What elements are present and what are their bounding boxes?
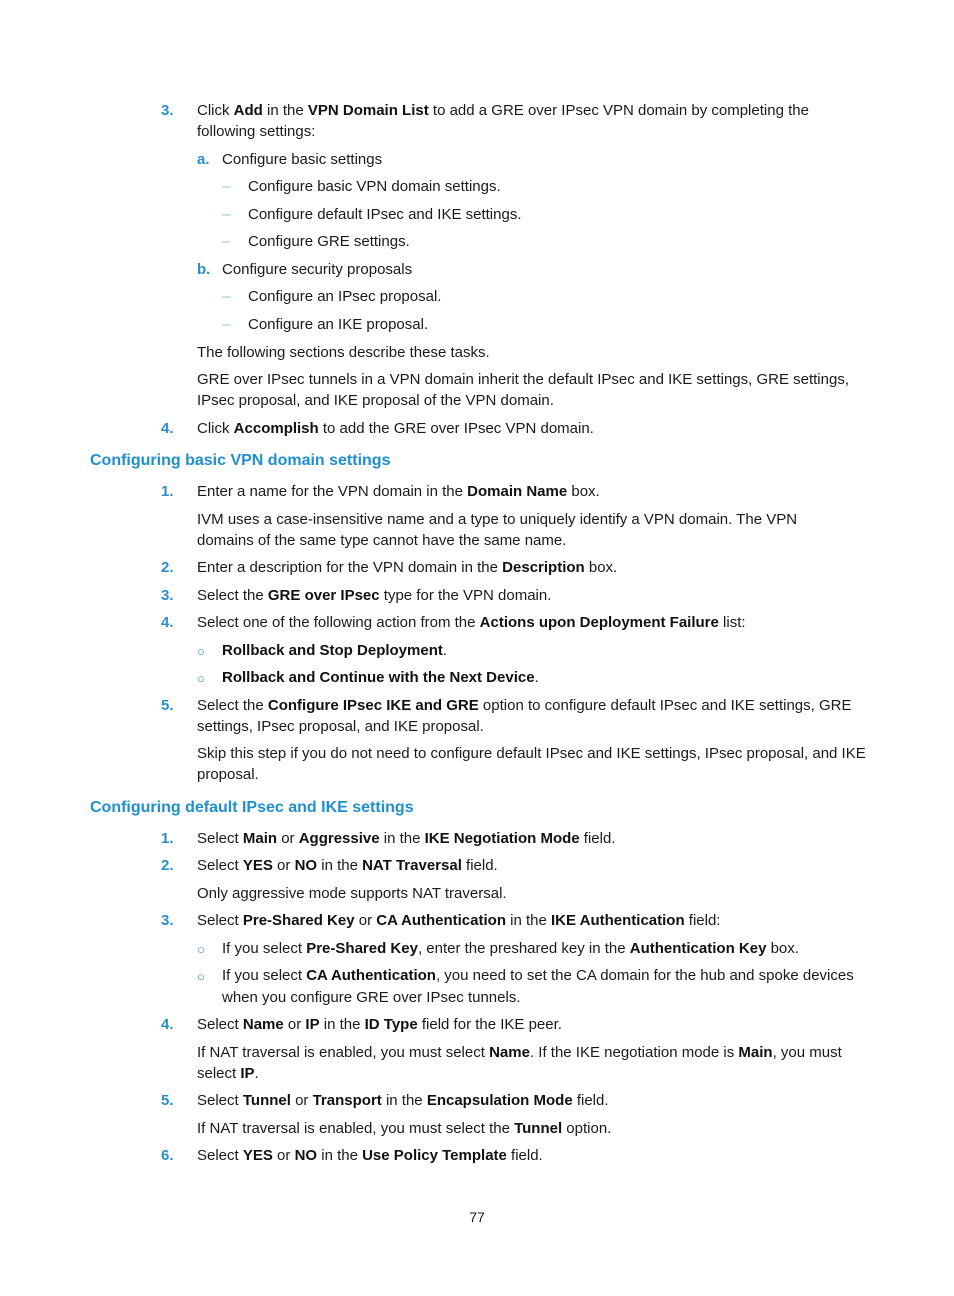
- step-text: Select one of the following action from the Actions upon Deployment Failure list:: [197, 614, 746, 631]
- step-number: 5.: [161, 697, 174, 714]
- section-heading: Configuring default IPsec and IKE settings: [90, 799, 414, 816]
- sub-step-label: a.: [197, 151, 210, 168]
- paragraph-continued: domains of the same type cannot have the same name.: [197, 532, 567, 549]
- step-number: 1.: [161, 483, 174, 500]
- option-item-continued: when you configure GRE over IPsec tunnels.: [222, 989, 521, 1006]
- step-number: 1.: [161, 830, 174, 847]
- step-text: Select Main or Aggressive in the IKE Negotiation Mode field.: [197, 830, 616, 847]
- paragraph: IVM uses a case-insensitive name and a type to uniquely identify a VPN domain. The VPN: [197, 511, 798, 528]
- step-text: Click Accomplish to add the GRE over IPsec VPN domain.: [197, 420, 594, 437]
- option-item: Rollback and Continue with the Next Device.: [222, 669, 539, 686]
- sub-step-text: Configure basic settings: [222, 151, 383, 168]
- step-text: Enter a name for the VPN domain in the Domain Name box.: [197, 483, 600, 500]
- list-item: Configure an IKE proposal.: [248, 316, 429, 333]
- option-item: Rollback and Stop Deployment.: [222, 642, 448, 659]
- step-text: Select Pre-Shared Key or CA Authentication in the IKE Authentication field:: [197, 912, 721, 929]
- circle-bullet-icon: ○: [197, 644, 205, 659]
- step-text: Select YES or NO in the NAT Traversal field.: [197, 857, 498, 874]
- step-number: 3.: [161, 912, 174, 929]
- circle-bullet-icon: ○: [197, 671, 205, 686]
- step-text-continued: settings, IPsec proposal, and IKE proposal.: [197, 718, 484, 735]
- dash-bullet: –: [222, 206, 231, 223]
- paragraph-continued: proposal.: [197, 766, 259, 783]
- step-number: 5.: [161, 1092, 174, 1109]
- page-number: 77: [469, 1209, 485, 1225]
- dash-bullet: –: [222, 316, 231, 333]
- step-text: Select Name or IP in the ID Type field for the IKE peer.: [197, 1016, 562, 1033]
- step-text: Select the Configure IPsec IKE and GRE option to configure default IPsec and IKE settings, GRE: [197, 697, 852, 714]
- step-text: Enter a description for the VPN domain in the Description box.: [197, 559, 618, 576]
- list-item: Configure basic VPN domain settings.: [248, 178, 501, 195]
- step-text: Select Tunnel or Transport in the Encapsulation Mode field.: [197, 1092, 609, 1109]
- circle-bullet-icon: ○: [197, 969, 205, 984]
- step-number: 4.: [161, 1016, 174, 1033]
- paragraph-continued: IPsec proposal, and IKE proposal of the VPN domain.: [197, 392, 554, 409]
- step-number: 2.: [161, 559, 174, 576]
- dash-bullet: –: [222, 288, 231, 305]
- option-item: If you select Pre-Shared Key, enter the preshared key in the Authentication Key box.: [222, 940, 799, 957]
- step-text-continued: following settings:: [197, 123, 316, 140]
- list-item: Configure an IPsec proposal.: [248, 288, 442, 305]
- list-item: Configure GRE settings.: [248, 233, 410, 250]
- paragraph-continued: select IP.: [197, 1065, 259, 1082]
- step-text: Select the GRE over IPsec type for the VPN domain.: [197, 587, 552, 604]
- section-heading: Configuring basic VPN domain settings: [90, 452, 391, 469]
- option-item: If you select CA Authentication, you need to set the CA domain for the hub and spoke devices: [222, 967, 854, 984]
- circle-bullet-icon: ○: [197, 942, 205, 957]
- paragraph: If NAT traversal is enabled, you must select Name. If the IKE negotiation mode is Main, you must: [197, 1044, 842, 1061]
- step-text: Select YES or NO in the Use Policy Template field.: [197, 1147, 543, 1164]
- step-number: 4.: [161, 420, 174, 437]
- step-number: 4.: [161, 614, 174, 631]
- paragraph: GRE over IPsec tunnels in a VPN domain inherit the default IPsec and IKE settings, GRE settings,: [197, 371, 849, 388]
- step-number: 6.: [161, 1147, 174, 1164]
- paragraph: Skip this step if you do not need to configure default IPsec and IKE settings, IPsec proposal, and IKE: [197, 745, 866, 762]
- list-item: Configure default IPsec and IKE settings.: [248, 206, 522, 223]
- step-number: 3.: [161, 102, 174, 119]
- step-number: 3.: [161, 587, 174, 604]
- dash-bullet: –: [222, 233, 231, 250]
- sub-step-text: Configure security proposals: [222, 261, 413, 278]
- paragraph: If NAT traversal is enabled, you must select the Tunnel option.: [197, 1120, 612, 1137]
- paragraph: Only aggressive mode supports NAT traversal.: [197, 885, 507, 902]
- dash-bullet: –: [222, 178, 231, 195]
- step-text: Click Add in the VPN Domain List to add a GRE over IPsec VPN domain by completing the: [197, 102, 809, 119]
- paragraph: The following sections describe these tasks.: [197, 344, 490, 361]
- sub-step-label: b.: [197, 261, 211, 278]
- step-number: 2.: [161, 857, 174, 874]
